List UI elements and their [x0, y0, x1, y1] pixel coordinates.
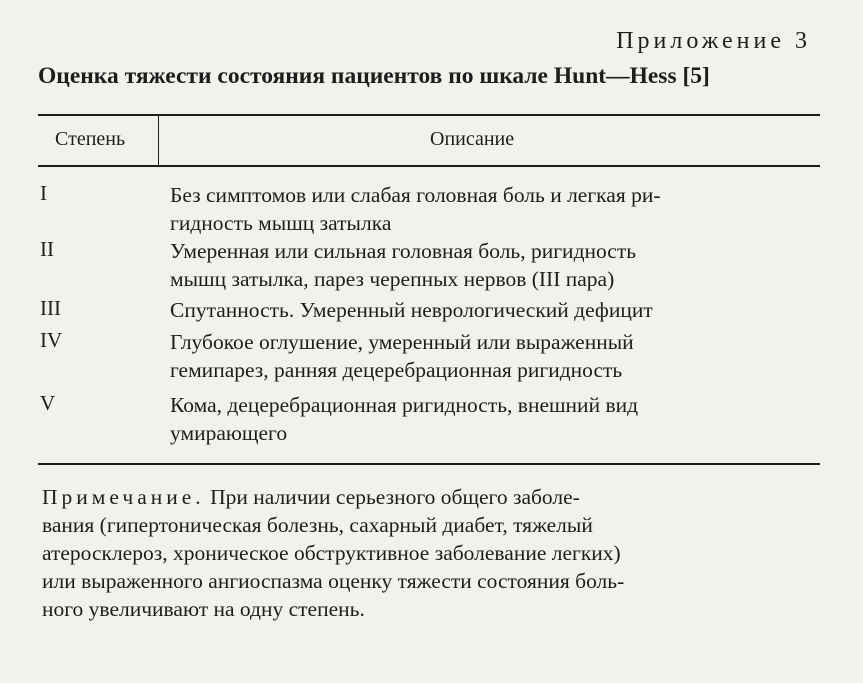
- row-degree: IV: [40, 328, 63, 352]
- header-column-divider: [158, 116, 159, 165]
- row-description: [170, 328, 820, 384]
- table-header-rule: [38, 165, 820, 167]
- footnote-label: Примечание.: [42, 485, 205, 509]
- footnote: [42, 483, 820, 623]
- row-description-line: гидность мышц затылка: [170, 211, 392, 235]
- table-title: Оценка тяжести состояния пациентов по шкале Hunt—Hess [5]: [38, 63, 710, 89]
- row-description-line: гемипарез, ранняя децеребрационная ригидность: [170, 358, 623, 382]
- row-description: [170, 181, 820, 237]
- row-degree: III: [40, 296, 61, 320]
- row-description-line: умирающего: [170, 421, 288, 445]
- footnote-line: ного увеличивают на одну степень.: [42, 597, 365, 621]
- row-description: [170, 296, 820, 324]
- row-description-line: Глубокое оглушение, умеренный или выраженный: [170, 330, 634, 354]
- row-degree: V: [40, 391, 56, 415]
- footnote-line: вания (гипертоническая болезнь, сахарный диабет, тяжелый: [42, 513, 593, 537]
- row-description-line: мышц затылка, парез черепных нервов (III пара): [170, 267, 615, 291]
- row-description: [170, 237, 820, 293]
- footnote-text: При наличии серьезного общего заболе-: [210, 485, 580, 509]
- footnote-line-1: [42, 483, 820, 511]
- footnote-line: или выраженного ангиоспазма оценку тяжести состояния боль-: [42, 569, 625, 593]
- row-description-line: Кома, децеребрационная ригидность, внешний вид: [170, 393, 639, 417]
- row-description: [170, 391, 820, 447]
- table-bottom-rule: [38, 463, 820, 465]
- footnote-line: атеросклероз, хроническое обструктивное заболевание легких): [42, 541, 621, 565]
- appendix-label: Приложение 3: [616, 28, 811, 54]
- row-degree: II: [40, 237, 54, 261]
- row-description-line: Умеренная или сильная головная боль, ригидность: [170, 239, 637, 263]
- row-description-line: Спутанность. Умеренный неврологический дефицит: [170, 298, 653, 322]
- row-description-line: Без симптомов или слабая головная боль и легкая ри-: [170, 183, 661, 207]
- header-description: Описание: [430, 128, 515, 150]
- header-degree: Степень: [55, 128, 126, 150]
- row-degree: I: [40, 181, 47, 205]
- table-top-rule: [38, 114, 820, 116]
